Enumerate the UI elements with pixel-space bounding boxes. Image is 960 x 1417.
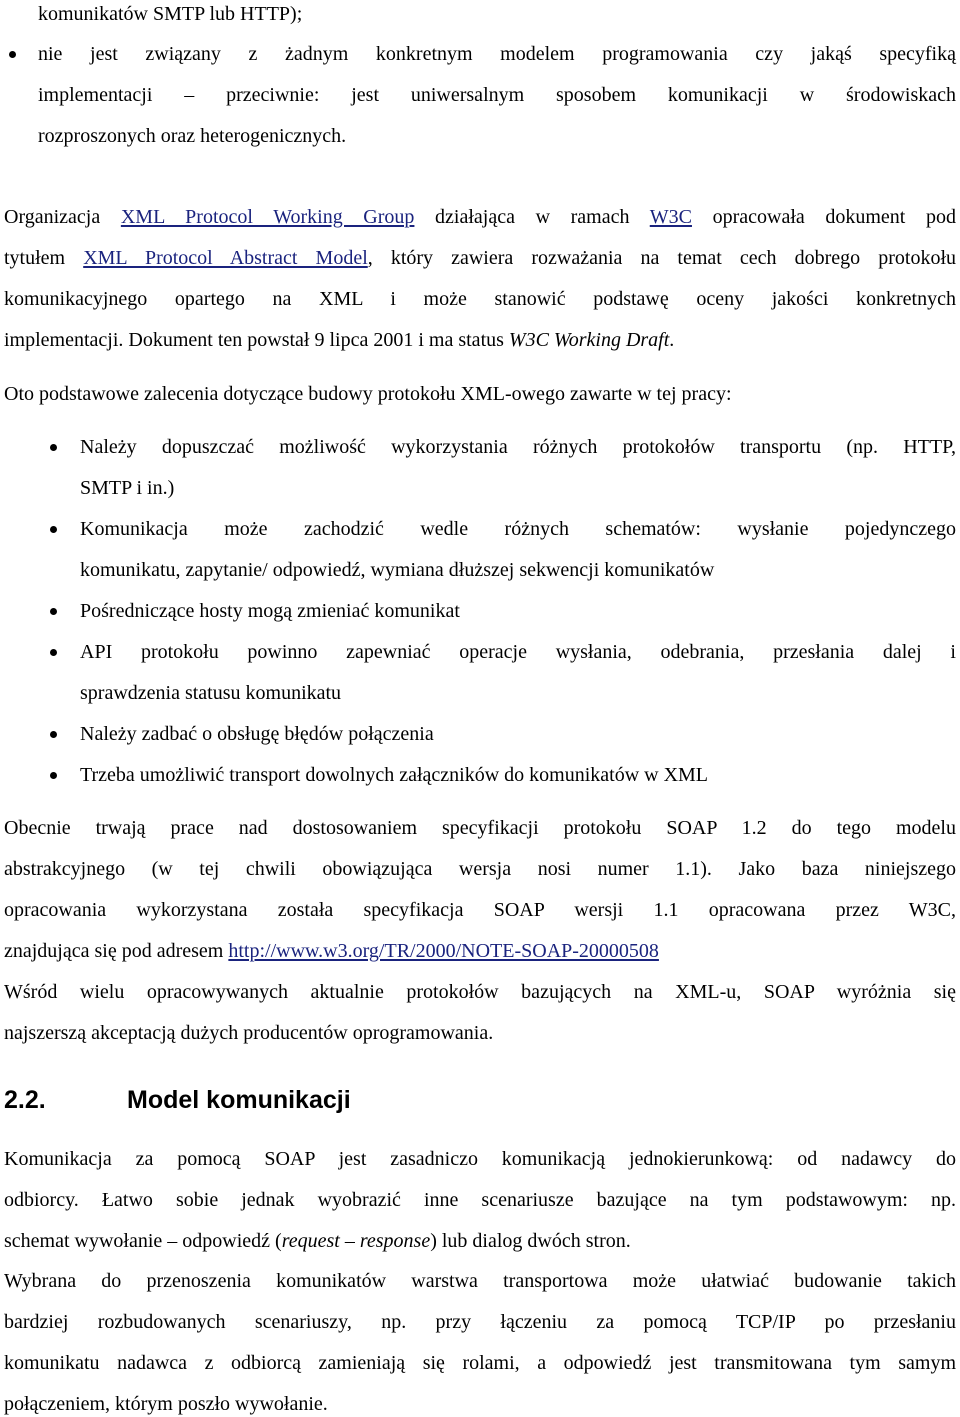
w3c-working-draft-emphasis: W3C Working Draft (508, 329, 670, 351)
paragraph-line: opracowania wykorzystana została specyfikacja SOAP wersji 1.1 opracowana przez W3C, (4, 899, 956, 921)
section-number: 2.2. (4, 1086, 46, 1114)
list-item: Komunikacja może zachodzić wedle różnych schematów: wysłanie pojedynczego (80, 518, 956, 540)
paragraph-line: komunikacyjnego opartego na XML i może stanowić podstawę oceny jakości konkretnych (4, 288, 956, 310)
list-item-line: sprawdzenia statusu komunikatu (80, 682, 342, 704)
paragraph-line: Wybrana do przenoszenia komunikatów warstwa transportowa może ułatwiać budowanie takich (4, 1270, 956, 1292)
list-item: Trzeba umożliwić transport dowolnych załączników do komunikatów w XML (80, 764, 709, 786)
paragraph-line: schemat wywołanie – odpowiedź (request – response) lub dialog dwóch stron. (4, 1230, 631, 1252)
paragraph-line: komunikatu nadawca z odbiorcą zamieniają się rolami, a odpowiedź jest transmitowana tym samym (4, 1352, 956, 1374)
xml-protocol-abstract-model-link[interactable]: XML Protocol Abstract Model (83, 247, 368, 269)
list-item: Należy zadbać o obsługę błędów połączenia (80, 723, 434, 745)
bullet-icon (50, 731, 57, 738)
paragraph-line: Oto podstawowe zalecenia dotyczące budowy protokołu XML-owego zawarte w tej pracy: (4, 383, 732, 405)
paragraph-line: Komunikacja za pomocą SOAP jest zasadniczo komunikacją jednokierunkową: od nadawcy do (4, 1148, 956, 1170)
list-item-line: SMTP i in.) (80, 477, 175, 499)
paragraph-line: połączeniem, którym poszło wywołanie. (4, 1393, 328, 1415)
paragraph-line: Organizacja XML Protocol Working Group działająca w ramach W3C opracowała dokument pod (4, 206, 956, 228)
list-item: API protokołu powinno zapewniać operacje wysłania, odebrania, przesłania dalej i (80, 641, 956, 663)
paragraph-line: znajdująca się pod adresem http://www.w3.org/TR/2000/NOTE-SOAP-20000508 (4, 940, 659, 962)
bullet-icon (50, 608, 57, 615)
paragraph-line: implementacji. Dokument ten powstał 9 lipca 2001 i ma status W3C Working Draft. (4, 329, 675, 351)
bullet-icon (50, 772, 57, 779)
bullet-icon (50, 649, 57, 656)
paragraph-line: abstrakcyjnego (w tej chwili obowiązująca wersja nosi numer 1.1). Jako baza niniejszego (4, 858, 956, 880)
list-item-continuation: komunikatów SMTP lub HTTP); (38, 3, 303, 25)
w3c-link[interactable]: W3C (649, 206, 692, 228)
request-response-emphasis: request – response (281, 1230, 431, 1252)
bullet-icon (50, 444, 57, 451)
list-item-line: implementacji – przeciwnie: jest uniwersalnym sposobem komunikacji w środowiskach (38, 84, 956, 106)
list-item: nie jest związany z żadnym konkretnym modelem programowania czy jakąś specyfiką (38, 43, 956, 65)
section-title: Model komunikacji (127, 1086, 351, 1114)
paragraph-line: tytułem XML Protocol Abstract Model, który zawiera rozważania na temat cech dobrego protokołu (4, 247, 957, 269)
list-item-line: rozproszonych oraz heterogenicznych. (38, 125, 347, 147)
bullet-icon (9, 51, 16, 58)
paragraph-line: Wśród wielu opracowywanych aktualnie protokołów bazujących na XML-u, SOAP wyróżnia się (4, 981, 956, 1003)
paragraph-line: bardziej rozbudowanych scenariuszy, np. przy łączeniu za pomocą TCP/IP po przesłaniu (4, 1311, 956, 1333)
list-item-line: komunikatu, zapytanie/ odpowiedź, wymiana dłuższej sekwencji komunikatów (80, 559, 715, 581)
bullet-icon (50, 526, 57, 533)
list-item: Należy dopuszczać możliwość wykorzystania różnych protokołów transportu (np. HTTP, (80, 436, 956, 458)
soap-note-url[interactable]: http://www.w3.org/TR/2000/NOTE-SOAP-20000508 (228, 940, 659, 962)
paragraph-line: Obecnie trwają prace nad dostosowaniem specyfikacji protokołu SOAP 1.2 do tego modelu (4, 817, 956, 839)
list-item: Pośredniczące hosty mogą zmieniać komunikat (80, 600, 460, 622)
paragraph-line: odbiorcy. Łatwo sobie jednak wyobrazić inne scenariusze bazujące na tym podstawowym: np. (4, 1189, 956, 1211)
xml-protocol-working-group-link[interactable]: XML Protocol Working Group (120, 206, 415, 228)
paragraph-line: najszerszą akceptacją dużych producentów oprogramowania. (4, 1022, 494, 1044)
